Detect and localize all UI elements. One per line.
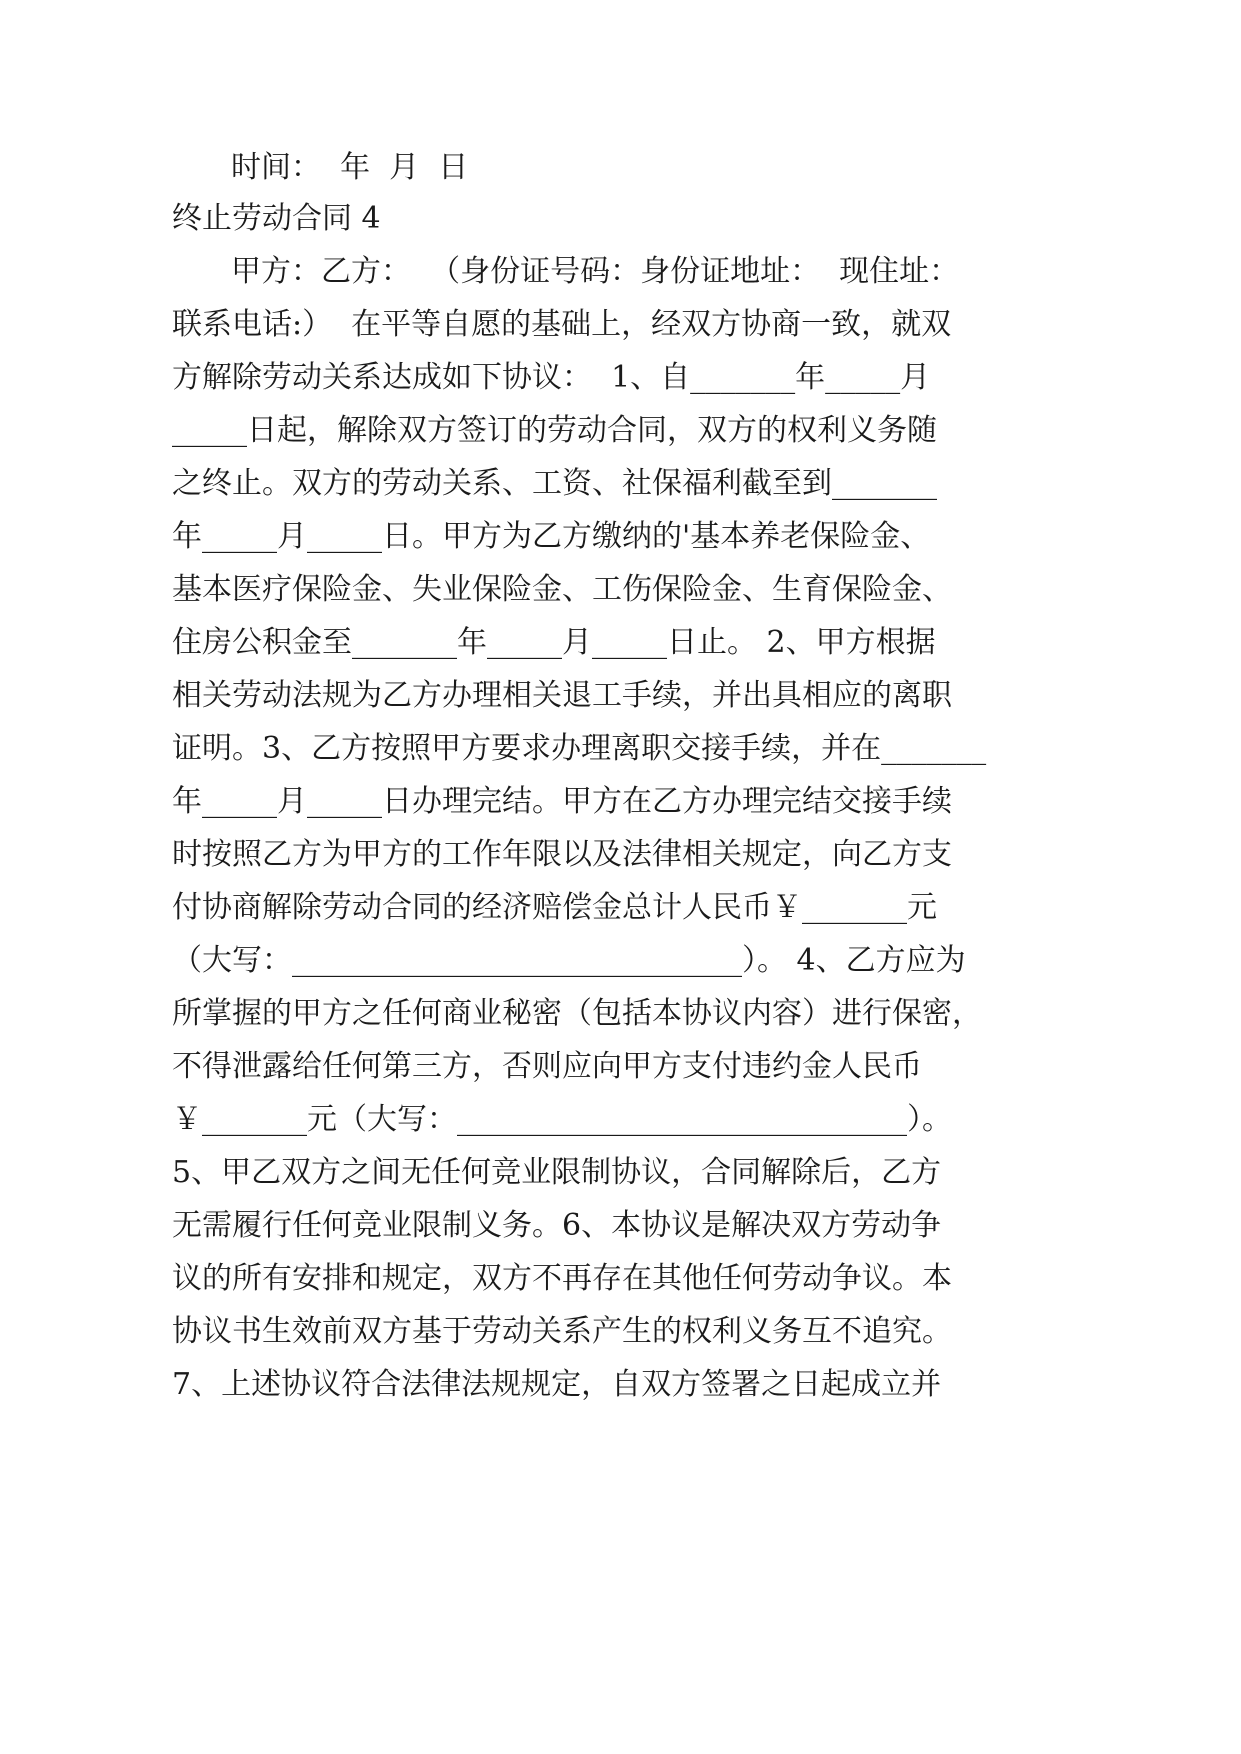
body-line: 议的所有安排和规定，双方不再存在其他任何劳动争议。本	[172, 1261, 952, 1296]
body-line: 之终止。双方的劳动关系、工资、社保福利截至到_______	[172, 466, 937, 501]
body-line: 年_____月_____日办理完结。甲方在乙方办理完结交接手续	[172, 784, 952, 819]
body-line: _____日起，解除双方签订的劳动合同，双方的权利义务随	[172, 413, 937, 448]
body-line: 甲方：乙方： （身份证号码：身份证地址： 现住址：	[231, 254, 960, 289]
date-line: 时间： 年 月 日	[231, 150, 469, 185]
body-line: 证明。3、乙方按照甲方要求办理离职交接手续，并在_______	[172, 731, 987, 766]
body-line: ￥_______元（大写：______________________________）。	[172, 1102, 952, 1137]
body-line: （大写：______________________________）。 4、乙方应为	[172, 943, 966, 978]
body-line: 协议书生效前双方基于劳动关系产生的权利义务互不追究。	[172, 1314, 952, 1349]
body-line: 方解除劳动关系达成如下协议： 1、自_______年_____月	[172, 360, 931, 395]
body-line: 时按照乙方为甲方的工作年限以及法律相关规定，向乙方支	[172, 837, 952, 872]
body-line: 无需履行任何竞业限制义务。6、本协议是解决双方劳动争	[172, 1208, 942, 1243]
document-heading: 终止劳动合同 4	[172, 201, 381, 236]
body-line: 付协商解除劳动合同的经济赔偿金总计人民币￥_______元	[172, 890, 937, 925]
body-line: 5、甲乙双方之间无任何竞业限制协议，合同解除后，乙方	[172, 1155, 942, 1190]
body-line: 相关劳动法规为乙方办理相关退工手续，并出具相应的离职	[172, 678, 952, 713]
body-line: 基本医疗保险金、失业保险金、工伤保险金、生育保险金、	[172, 572, 952, 607]
body-line: 7、上述协议符合法律法规规定，自双方签署之日起成立并	[172, 1367, 942, 1402]
body-line: 住房公积金至_______年_____月_____日止。 2、甲方根据	[172, 625, 936, 660]
body-line: 不得泄露给任何第三方，否则应向甲方支付违约金人民币	[172, 1049, 922, 1084]
body-line: 所掌握的甲方之任何商业秘密（包括本协议内容）进行保密，	[172, 996, 982, 1031]
body-line: 年_____月_____日。甲方为乙方缴纳的'基本养老保险金、	[172, 519, 931, 554]
body-line: 联系电话:） 在平等自愿的基础上，经双方协商一致，就双	[172, 307, 952, 342]
